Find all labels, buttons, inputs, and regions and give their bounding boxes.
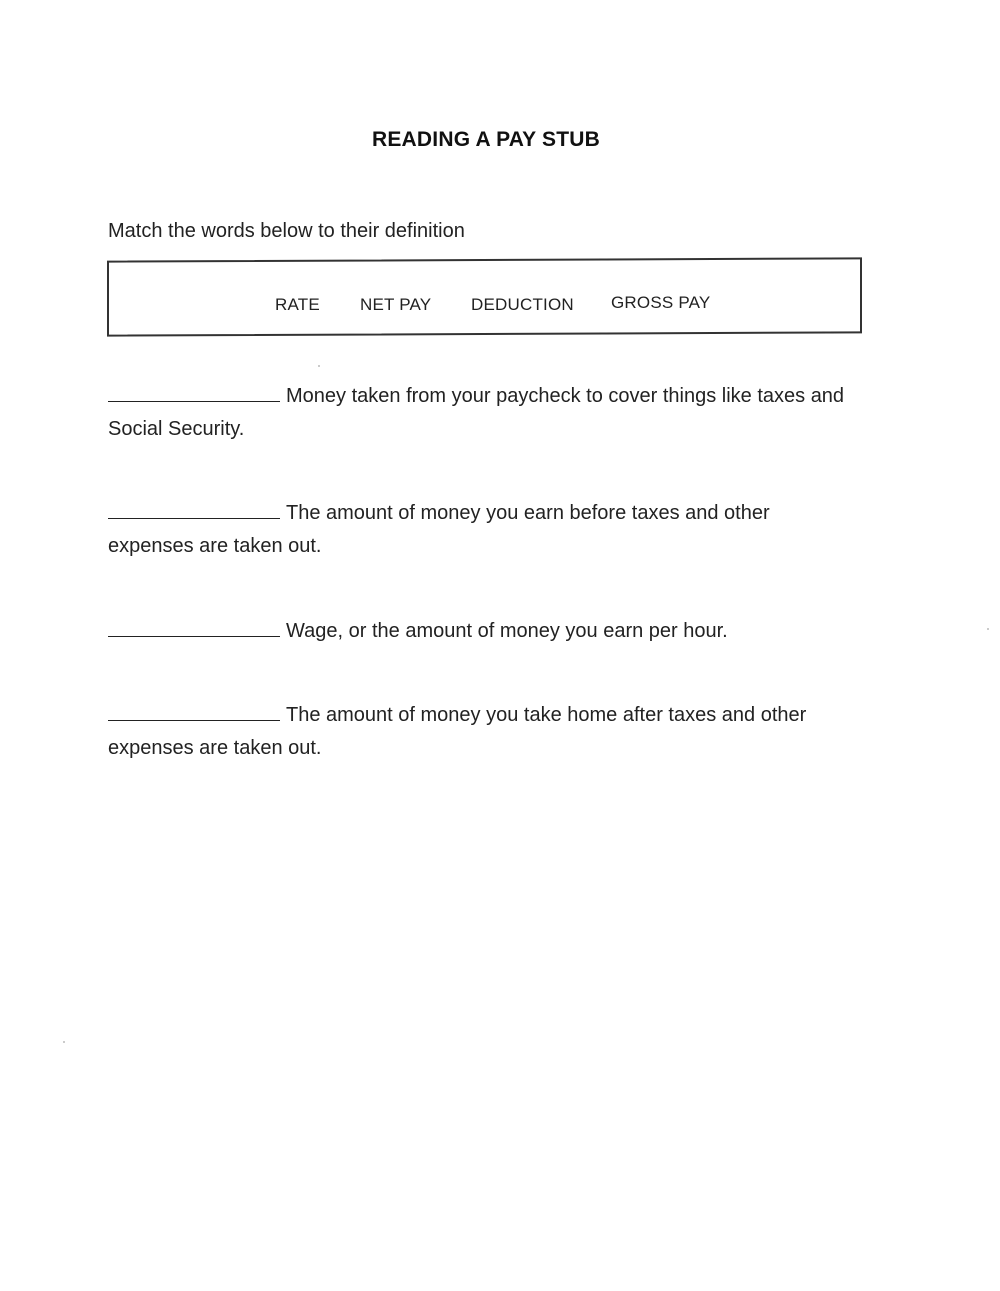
definition-1: [108, 380, 878, 446]
definition-2-text: The amount of money you earn before taxes and other: [286, 502, 770, 524]
word-bank-item-gross-pay[interactable]: GROSS PAY: [611, 293, 711, 312]
definition-3-line-1: [108, 615, 878, 648]
definition-2-line-2: expenses are taken out.: [108, 535, 322, 557]
word-bank-item-rate[interactable]: RATE: [275, 295, 320, 314]
answer-blank-3[interactable]: [108, 618, 280, 637]
definition-3-text: Wage, or the amount of money you earn per hour.: [286, 620, 728, 642]
answer-blank-1[interactable]: [108, 383, 280, 402]
page-title-text: READING A PAY STUB: [371, 128, 601, 151]
instructions-text: Match the words below to their definition: [108, 220, 465, 242]
scan-speck: [318, 365, 320, 367]
definition-1-line-2: Social Security.: [108, 418, 245, 440]
word-bank-item-deduction[interactable]: DEDUCTION: [471, 295, 574, 314]
definition-4-line-1: [108, 699, 878, 732]
answer-blank-4[interactable]: [108, 702, 280, 721]
word-bank-item-net-pay[interactable]: NET PAY: [360, 295, 432, 314]
definition-4: [108, 699, 878, 765]
page-title: [0, 128, 1000, 152]
definition-4-text: The amount of money you take home after taxes and other: [286, 704, 807, 726]
scan-speck: [63, 1041, 65, 1043]
scan-speck: [987, 628, 989, 630]
definition-2-line-1: [108, 497, 878, 530]
definition-4-line-2: expenses are taken out.: [108, 737, 322, 759]
definition-1-text: Money taken from your paycheck to cover things like taxes and: [286, 385, 845, 407]
definition-3: [108, 615, 878, 648]
definition-1-line-1: [108, 380, 878, 413]
answer-blank-2[interactable]: [108, 500, 280, 519]
definition-2: [108, 497, 878, 563]
